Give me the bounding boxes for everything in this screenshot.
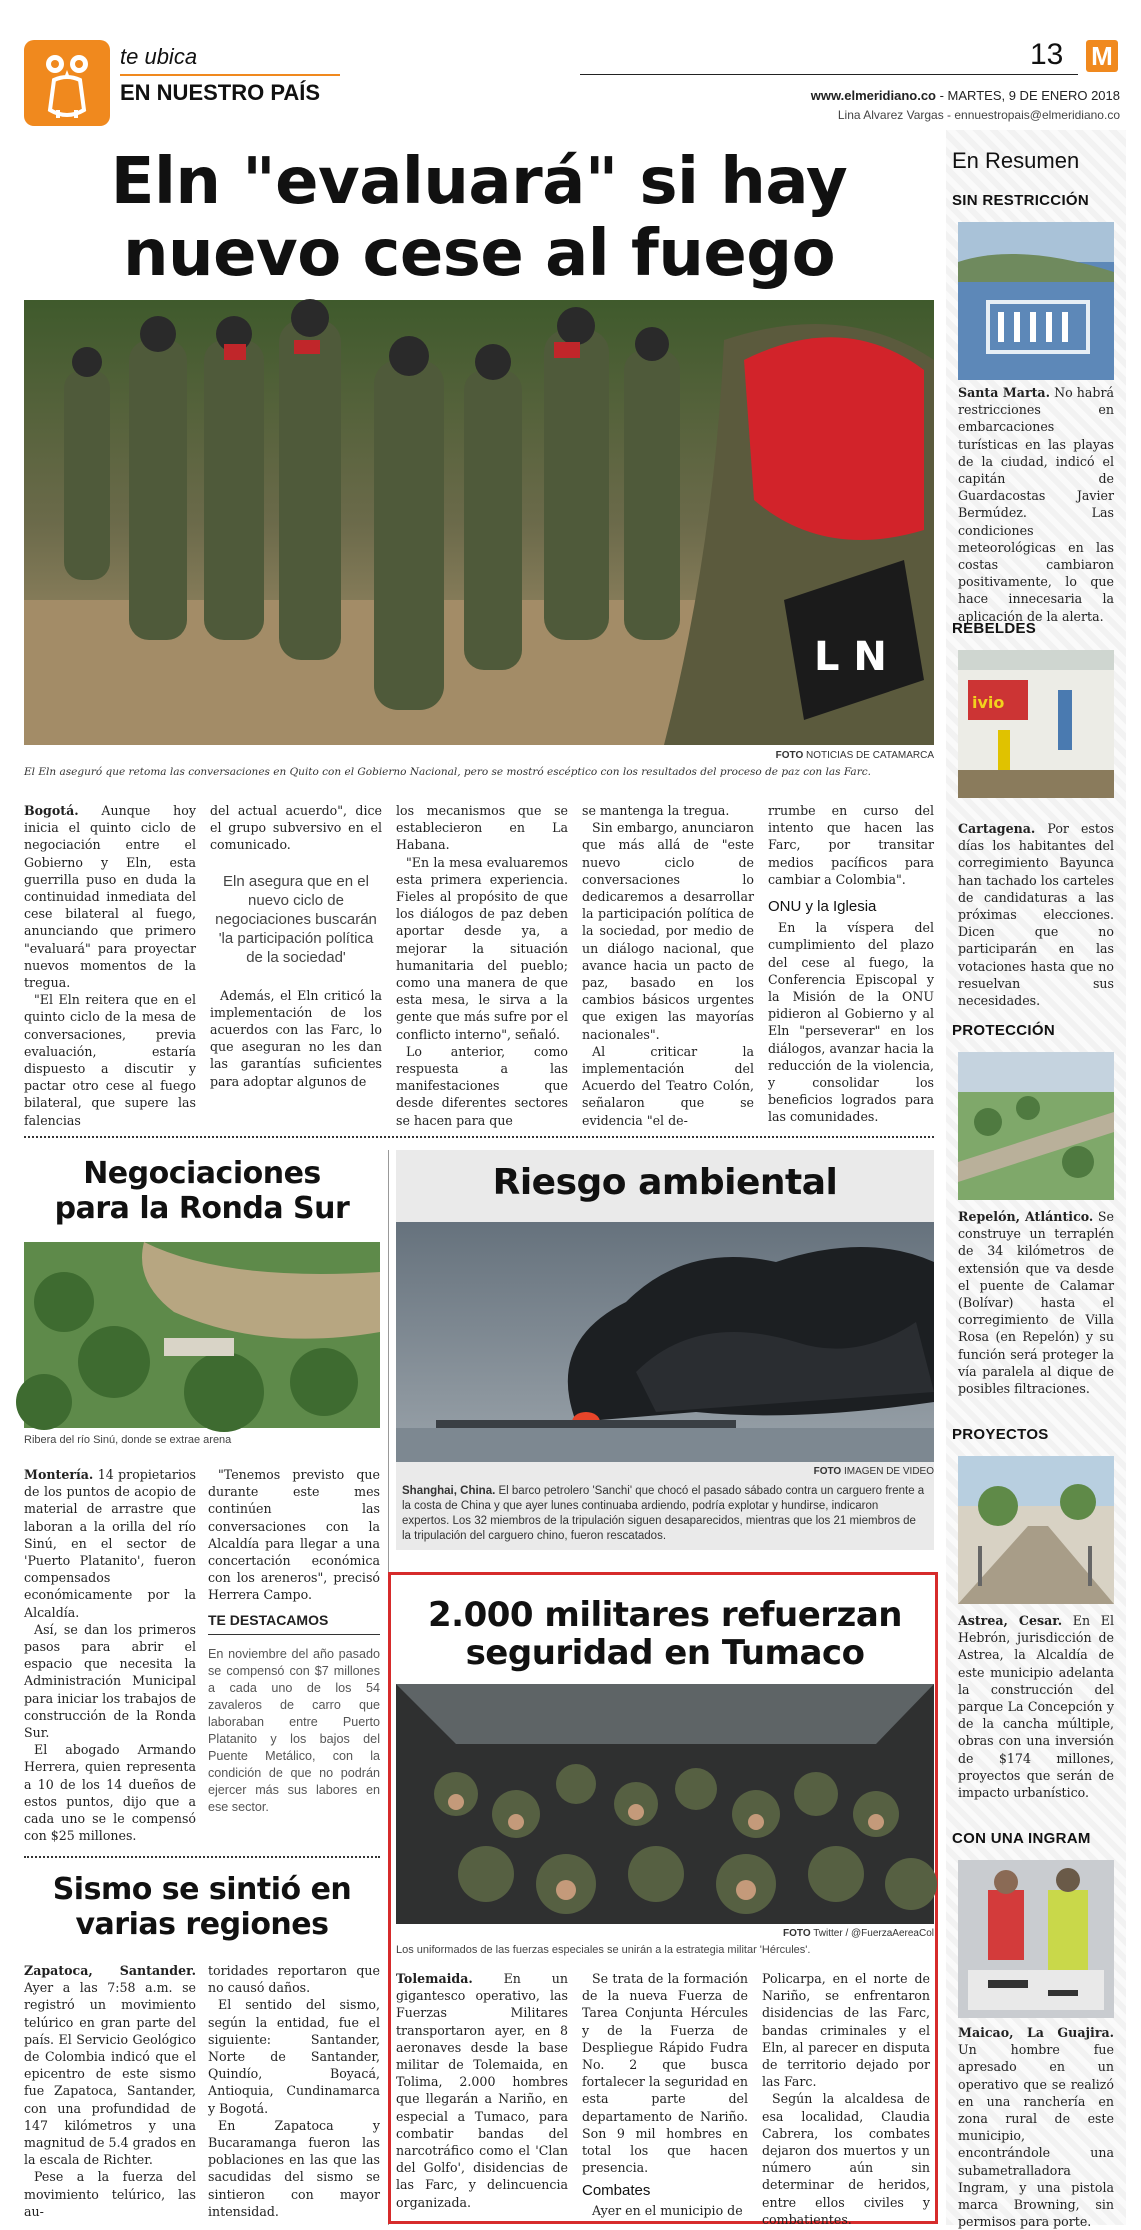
ronda-col2-p1: "Tenemos previsto que durante este mes continúen las conversaciones con la Alcaldía para llegar a una concertación económica con los areneros", precisó Herrera Campo. xyxy=(208,1467,380,1603)
tumaco-dateline: Tolemaida. xyxy=(396,1971,473,1986)
subhead-onu: ONU y la Iglesia xyxy=(768,898,877,916)
main-col3-p1: los mecanismos que se establecieron en La Habana. xyxy=(396,803,568,853)
main-col3-p3: Lo anterior, como respuesta a las manifestaciones que desde diferentes sectores se hacen para que xyxy=(396,1043,568,1128)
sidebar-label-proyectos: PROYECTOS xyxy=(952,1426,1049,1443)
main-photo-credit xyxy=(600,750,934,761)
tumaco-col2-p1: Se trata de la formación de la nueva Fuerza de Tarea Conjunta Hércules y de la Fuerza de Despliegue Rápido Fudra No. 2 que busca fortalecer la seguridad en esta parte del departamento de Nariño. Son 9 mil hombres en total los que hacen presencia. xyxy=(582,1971,748,2176)
header-rule xyxy=(580,74,1078,75)
main-headline-line2: nuevo cese al fuego xyxy=(122,217,836,291)
svg-text:L N: L N xyxy=(814,634,887,680)
sidebar-dateline: Repelón, Atlántico. xyxy=(958,1209,1094,1224)
te-destacamos-rule xyxy=(208,1634,380,1635)
issue-date: - MARTES, 9 DE ENERO 2018 xyxy=(936,88,1120,103)
sismo-col1-p1: Zapatoca, Santander. Ayer a las 7:58 a.m. se registró un movimiento telúrico en gran parte del país. El Servicio Geológico de Colombia indicó que el epicentro de este sismo fue Zapatoca, Santander, con una profundidad de 147 kilómetros y una magnitud de 5.4 grados en la escala de Richter. xyxy=(24,1963,196,2168)
ronda-col1-p1: Montería. 14 propietarios de los puntos de acopio de material de arrastre que laboran a la orilla del río Sinú, en el sector de 'Puerto Platanito', fueron compensados económicamente por la Alcaldía. xyxy=(24,1467,196,1620)
kicker-rule xyxy=(120,74,340,76)
tumaco-col3-p2: Según la alcaldesa de esa localidad, Claudia Cabrera, los combates dejaron dos muertos y un número aún sin determinar de heridos, entre ellos civiles y combatientes. xyxy=(762,2091,930,2227)
sismo-headline xyxy=(24,1872,380,1942)
main-col-1 xyxy=(24,802,196,1132)
tumaco-col3-p1: Policarpa, en el norte de Nariño, se enfrentaron disidencias de las Farc, bandas criminales y el Eln, al parecer en disputa de territorio dejado por las Farc. xyxy=(762,1971,930,2090)
main-col3-p2: "En la mesa evaluaremos esta primera experiencia. Fieles al propósito de que los diálogos de paz deben aportar desde ya, a mejorar la situación humanitaria del pueblo; como una manera de que esta mesa, le sirva a la gente que más sufre por el conflicto interno", señaló. xyxy=(396,854,568,1042)
sidebar-text-santa-marta: Santa Marta. No habrá restricciones en embarcaciones turísticas en las playas de la ciudad, indicó el capitán de Guardacostas Javier Bermúdez. Las condiciones meteorológicas en las costas cambiaron positivamente, lo que hace innecesaria la aplicación de la alerta. xyxy=(958,385,1114,624)
tumaco-headline-line1: 2.000 militares refuerzan xyxy=(428,1595,902,1635)
ronda-divider xyxy=(24,1856,380,1858)
sidebar-photo-wall xyxy=(958,650,1114,798)
tumaco-col-1 xyxy=(396,1970,568,2218)
tumaco-credit-label: FOTO xyxy=(783,1928,811,1939)
sismo-col-1 xyxy=(24,1962,196,2222)
main-col5-p1: rrumbe en curso del intento que hacen las Farc, por transitar medios pacíficos para cambiar a Colombia". xyxy=(768,803,934,887)
tumaco-headline xyxy=(396,1596,934,1672)
sidebar-dateline: Santa Marta. xyxy=(958,385,1050,400)
brand-mark: M xyxy=(1086,40,1118,72)
riesgo-photo-credit xyxy=(600,1466,934,1477)
main-headline xyxy=(24,146,934,290)
tumaco-photo-troops xyxy=(396,1684,934,1924)
sidebar-label-proteccion: PROTECCIÓN xyxy=(952,1022,1056,1039)
section-title: EN NUESTRO PAÍS xyxy=(120,80,321,105)
tumaco-caption: Los uniformados de las fuerzas especiales se unirán a la estrategia militar 'Hércules'. xyxy=(396,1944,811,1956)
main-col4-p1: se mantenga la tregua. xyxy=(582,803,730,818)
sidebar-title: En Resumen xyxy=(952,148,1080,173)
owl-mascot-icon xyxy=(24,40,110,126)
riesgo-dateline: Shanghai, China. xyxy=(402,1485,496,1497)
sismo-col1-p2: Pese a la fuerza del movimiento telúrico, las au- xyxy=(24,2169,196,2219)
main-headline-line1: Eln "evaluará" si hay xyxy=(110,145,848,219)
sidebar-photo-arrest xyxy=(958,1860,1114,2018)
section-kicker: te ubica xyxy=(120,44,198,69)
main-col-5 xyxy=(768,802,934,1132)
riesgo-caption: Shanghai, China. El barco petrolero 'Sanchi' que chocó el pasado sábado contra un carguero frente a la costa de China y que ayer lunes continuaba ardiendo, podría explotar y hundirse, indicaron expertos. Los 32 miembros de la tripulación siguen desaparecidos, mientras que los 21 miembros de la tripulación del carguero chino, fueron rescatados. xyxy=(402,1485,925,1542)
tumaco-col-2 xyxy=(582,1970,748,2218)
main-col2-p1: del actual acuerdo", dice el grupo subversivo en el comunicado. xyxy=(210,803,382,853)
main-col2-p2: Además, el Eln criticó la implementación de los acuerdos con las Farc, lo que aseguran no les dan las garantías suficientes para adoptar algunos de xyxy=(210,987,382,1089)
sidebar-text-cartagena: Cartagena. Por estos días los habitantes del corregimiento Bayunca han tachado los carteles de candidaturas a las próximas elecciones. Dicen que no participarán en las votaciones hasta que no resuelvan sus necesidades. xyxy=(958,821,1114,1009)
main-col4-p3: Al criticar la implementación del Acuerdo del Teatro Colón, señalaron que se evidencia "el de- xyxy=(582,1043,754,1128)
sismo-headline-line1: Sismo se sintió en xyxy=(52,1872,352,1907)
sidebar-text-repelon: Repelón, Atlántico. Se construye un terraplén de 34 kilómetros de extensión que va desde el puente de Calamar (Bolívar) hasta el corregimiento de Villa Rosa (en Repelón) y su función será proteger la vía paralela al dique de posibles filtraciones. xyxy=(958,1209,1114,1397)
sidebar-photo-marina xyxy=(958,222,1114,380)
ronda-headline xyxy=(24,1156,380,1226)
riesgo-photo-tanker xyxy=(396,1222,934,1462)
main-col-3 xyxy=(396,802,568,1132)
byline: Lina Alvarez Vargas - ennuestropais@elmeridiano.co xyxy=(837,108,1120,122)
subhead-combates: Combates xyxy=(582,2182,651,2200)
main-col5-p2: En la víspera del cumplimiento del plazo del cese al fuego, la Conferencia Episcopal y la Misión de la ONU pidieron al Gobierno y al Eln "perseverar" en los diálogos, avanzar hacia la reducción de la violencia, y consolidar los beneficios logrados para las comunidades. xyxy=(768,920,934,1125)
site-date-line xyxy=(700,88,1120,103)
sidebar-text-maicao: Maicao, La Guajira. Un hombre fue apresado en un operativo que se realizó en una ranchería en zona rural de este municipio, encontrándole una subametralladora Ingram, y una pistola marca Browning, sin permisos para porte. xyxy=(958,2025,1114,2230)
tumaco-col-3 xyxy=(762,1970,930,2227)
ronda-dateline: Montería. xyxy=(24,1467,94,1482)
sismo-dateline: Zapatoca, Santander. xyxy=(24,1963,196,1978)
ronda-headline-line2: para la Ronda Sur xyxy=(54,1191,350,1226)
riesgo-headline: Riesgo ambiental xyxy=(492,1162,838,1203)
te-destacamos-title: TE DESTACAMOS xyxy=(208,1612,329,1628)
tumaco-col2-p2: Ayer en el municipio de xyxy=(592,2202,743,2218)
tumaco-col1-p1: Tolemaida. En un gigantesco operativo, las Fuerzas Militares transportaron ayer, en 8 aeronaves desde la base militar de Tolemaida, en Tolima, 2.000 hombres que llegarán a Nariño, en especial a Tumaco, para combatir bandas del narcotráfico como el 'Clan del Golfo', disidencias de las Farc, y delincuencia organizada. xyxy=(396,1971,568,2210)
site-url[interactable]: www.elmeridiano.co xyxy=(810,88,936,103)
sidebar-dateline: Cartagena. xyxy=(958,821,1036,836)
main-story-divider xyxy=(24,1136,934,1138)
sidebar-photo-park xyxy=(958,1456,1114,1604)
ronda-photo-caption: Ribera del río Sinú, donde se extrae arena xyxy=(24,1434,232,1446)
dateline: Bogotá. xyxy=(24,803,79,818)
svg-text:ivio: ivio xyxy=(972,693,1005,712)
main-photo-caption: El Eln aseguró que retoma las conversaciones en Quito con el Gobierno Nacional, pero se mostró escéptico con los resultados del proceso de paz con las Farc. xyxy=(24,766,871,778)
sidebar-dateline: Astrea, Cesar. xyxy=(958,1613,1063,1628)
tumaco-headline-line2: seguridad en Tumaco xyxy=(465,1633,865,1673)
riesgo-credit-label: FOTO xyxy=(813,1466,842,1477)
sidebar-dateline: Maicao, La Guajira. xyxy=(958,2025,1114,2040)
main-col-2 xyxy=(210,802,382,1132)
sidebar-label-sin-restriccion: SIN RESTRICCIÓN xyxy=(952,192,1090,209)
tumaco-credit-source: Twitter / @FuerzaAereaCol xyxy=(810,1928,934,1939)
riesgo-credit-source: IMAGEN DE VIDEO xyxy=(841,1466,934,1477)
sismo-col-2 xyxy=(208,1962,380,2222)
ronda-col1-p2: Así, se dan los primeros pasos para abrir el espacio que necesita la Administración Municipal para iniciar los trabajos de construcción de la Ronda Sur. xyxy=(24,1621,196,1741)
ronda-photo-river xyxy=(24,1242,380,1428)
sismo-col2-p1: toridades reportaron que no causó daños. xyxy=(208,1963,380,1996)
ronda-col-1 xyxy=(24,1466,196,1844)
pullquote: Eln asegura que en el nuevo ciclo de negociaciones buscarán 'la participación política de la sociedad' xyxy=(215,872,377,966)
sidebar-label-ingram: CON UNA INGRAM xyxy=(952,1830,1091,1847)
tumaco-photo-credit xyxy=(600,1928,934,1939)
main-col-4 xyxy=(582,802,754,1132)
main-col1-p1: Bogotá. Aunque hoy inicia el quinto ciclo de negociación entre el Gobierno y Eln, esta guerrilla puso en duda la continuidad inmediata del cese bilateral al fuego, anunciando que primero "evaluará" para proyectar nuevos momentos de la tregua. xyxy=(24,803,196,991)
credit-label: FOTO xyxy=(775,750,804,761)
ronda-col1-p3: El abogado Armando Herrera, quien representa a 10 de los 14 dueños de estos puntos, dijo que a cada uno se le compensó con $25 millones. xyxy=(24,1742,196,1844)
ronda-col-2 xyxy=(208,1466,380,1626)
main-photo-guerrillas xyxy=(24,300,934,745)
sismo-headline-line2: varias regiones xyxy=(75,1907,329,1942)
main-col1-p2: "El Eln reitera que en el quinto ciclo de la mesa de conversaciones, previa evaluación, estaría dispuesto a discutir y pactar otro cese al fuego bilateral, que supere las falencias xyxy=(24,992,196,1128)
section-logo xyxy=(24,40,110,126)
sidebar-photo-embankment xyxy=(958,1052,1114,1200)
sismo-col2-p3: En Zapatoca y Bucaramanga fueron las poblaciones en las que las sacudidas del sismo se sintieron con mayor intensidad. xyxy=(208,2117,380,2219)
sismo-col2-p2: El sentido del sismo, según la entidad, fue el siguiente: Santander, Norte de Santander, Quindío, Boyacá, Antioquia, Cundinamarca y Bogotá. xyxy=(208,1997,380,2116)
credit-source: NOTICIAS DE CATAMARCA xyxy=(803,750,934,761)
sidebar-text-astrea: Astrea, Cesar. En El Hebrón, jurisdicción de Astrea, la Alcaldía de este municipio adelanta la construcción del parque La Concepción y de la cancha múltiple, obras con una inversión de $174 millones, proyectos que serán de impacto urbanístico. xyxy=(958,1613,1114,1801)
main-col4-p2: Sin embargo, anunciaron que más allá de "este nuevo ciclo de conversaciones lo dedicaremos a desarrollar la participación política de la sociedad, por medio de un diálogo nacional, que avance hacia un pacto de paz, basado en los cambios básicos urgentes que exigen las mayorías nacionales". xyxy=(582,820,754,1042)
ronda-headline-line1: Negociaciones xyxy=(83,1156,321,1191)
te-destacamos-text: En noviembre del año pasado se compensó con $7 millones a cada uno de los 54 zavaleros de carro que laboraban entre Puerto Platanito y los bajos del Puente Metálico, con la condición de que no podrán ejercer más sus labores en ese sector. xyxy=(208,1647,380,1814)
page-number: 13 xyxy=(1030,38,1064,71)
sidebar-label-rebeldes: REBELDES xyxy=(952,620,1037,637)
